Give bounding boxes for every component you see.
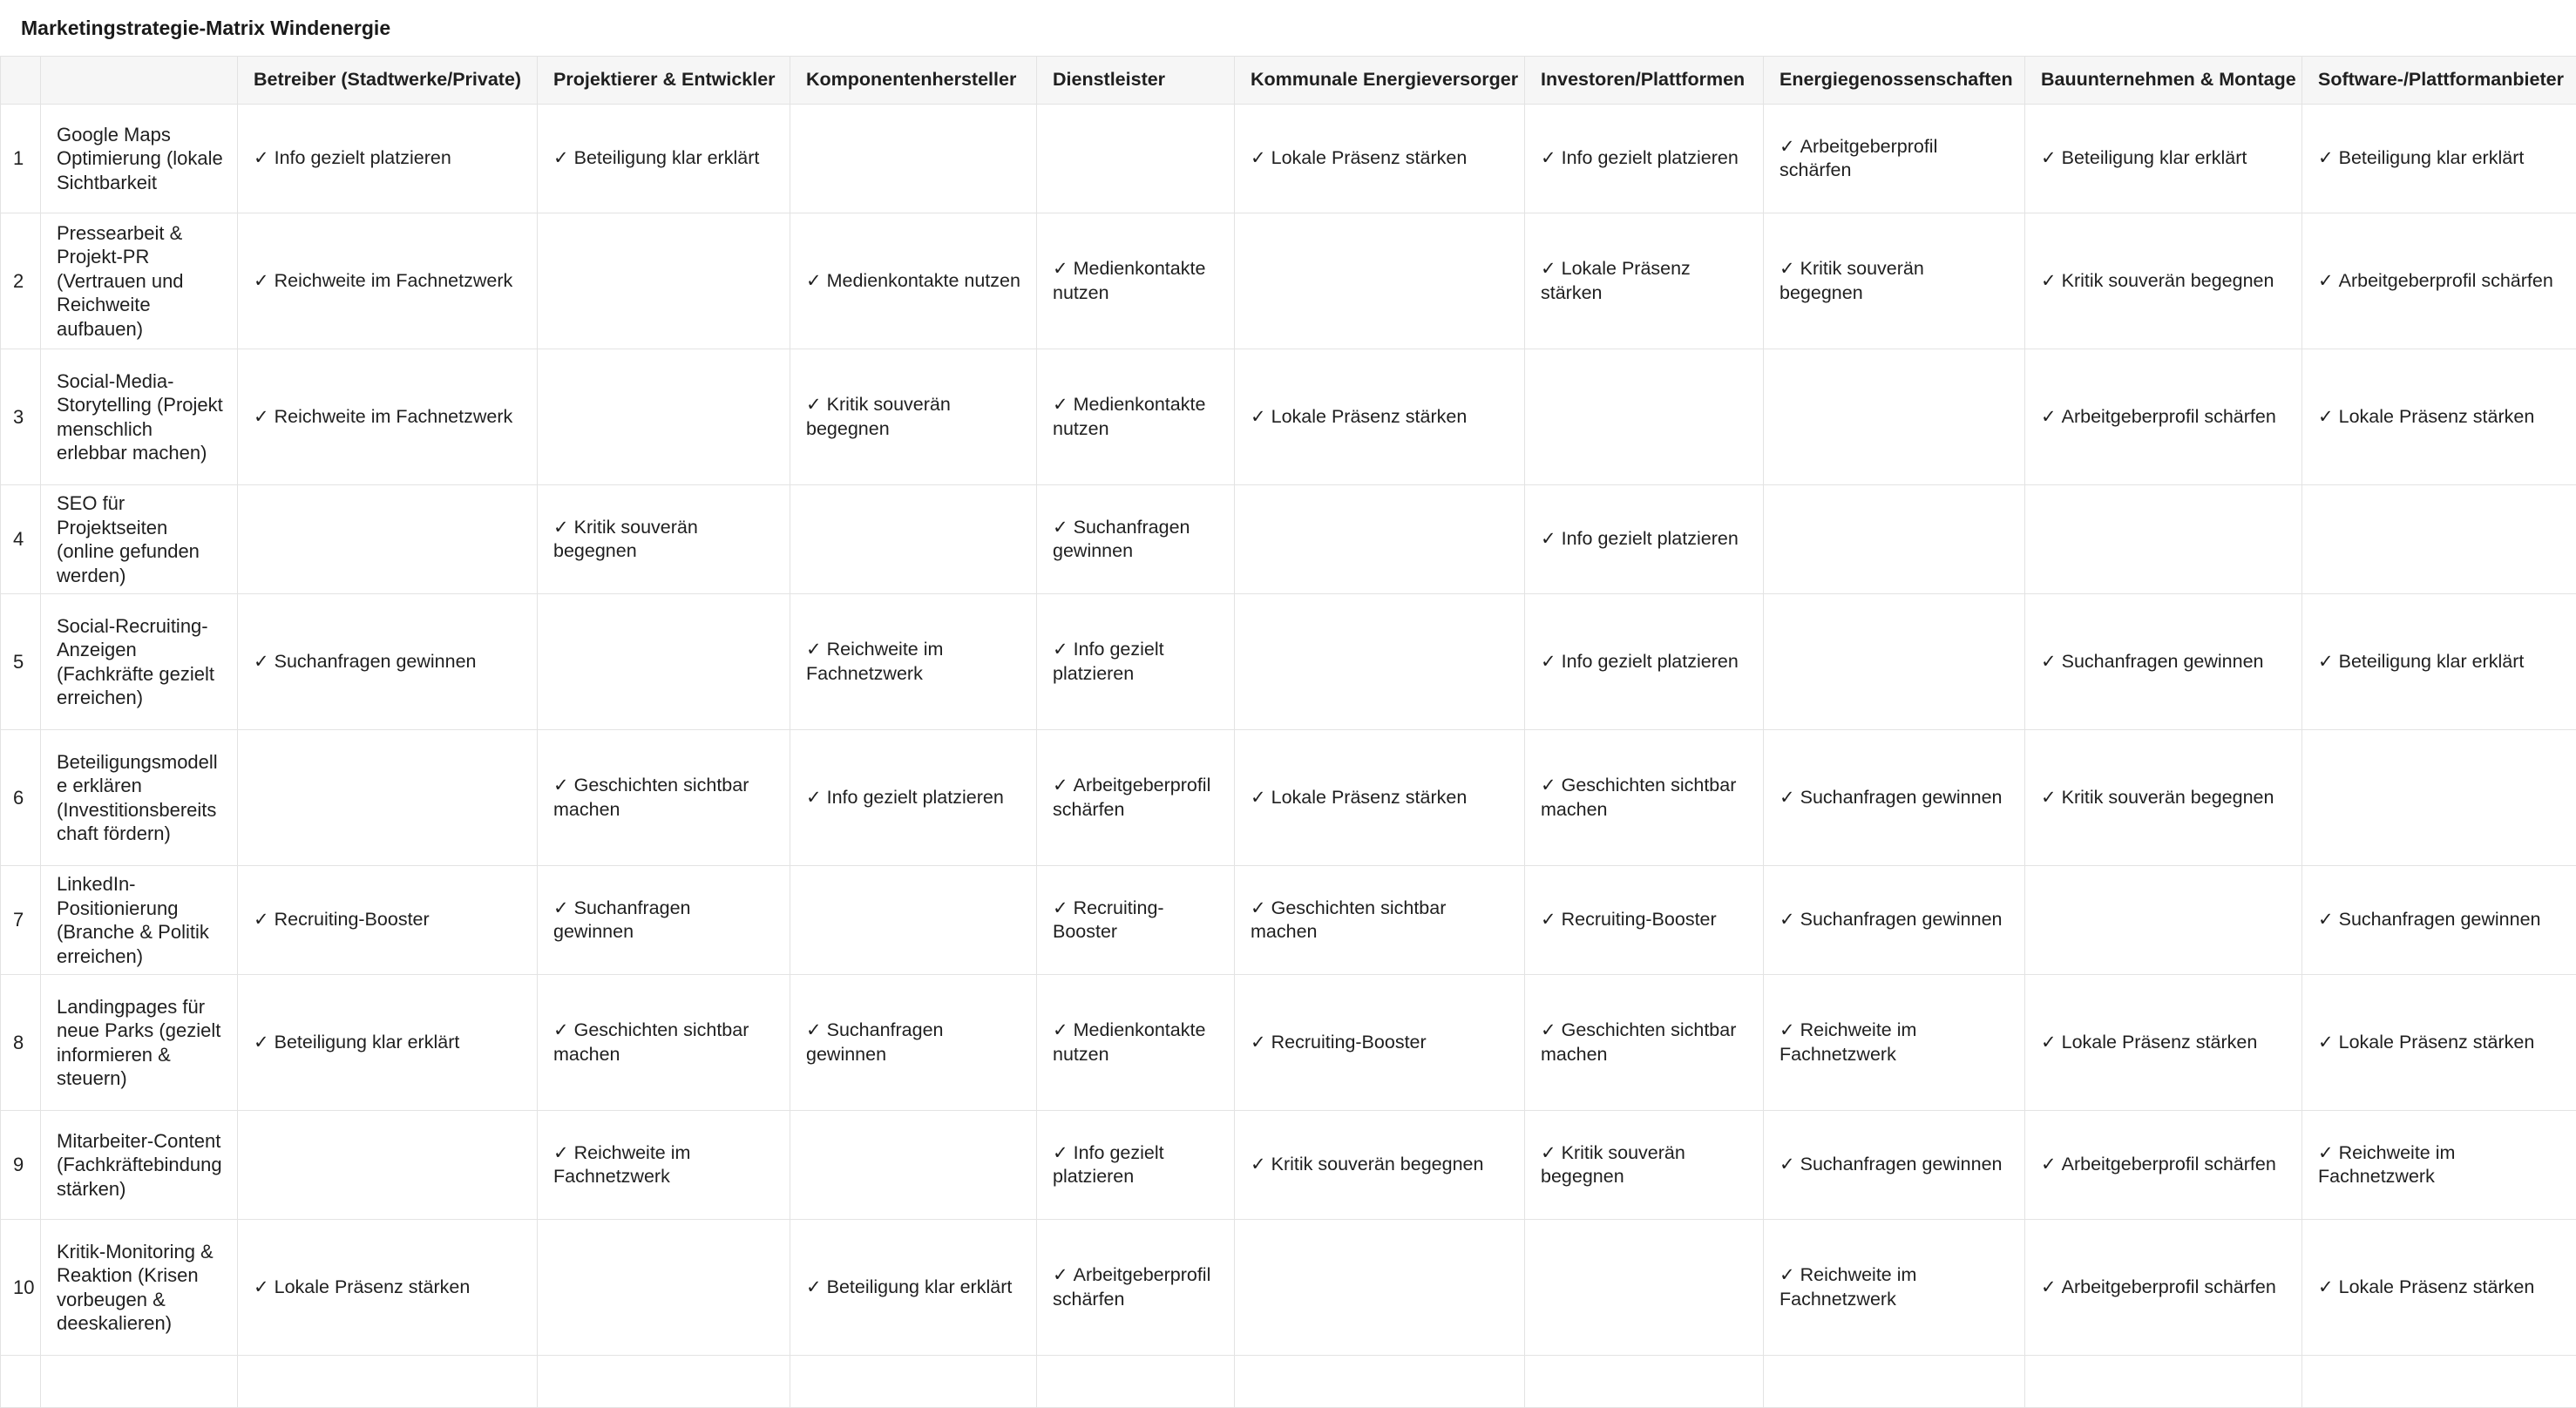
checkmark-icon: ✓ [1053,897,1068,918]
matrix-cell[interactable] [2302,975,2576,1111]
cell-text: Kritik souverän begegnen [1779,258,1924,303]
checkmark-icon: ✓ [2041,1276,2057,1297]
checkmark-icon: ✓ [1779,787,1795,808]
table-row [1,105,2576,213]
checkmark-icon: ✓ [254,270,269,291]
matrix-cell[interactable] [2302,485,2576,594]
cell-text: Beteiligung klar erklärt [827,1276,1013,1297]
column-header[interactable]: Bauunternehmen & Montage [2025,57,2302,105]
matrix-cell[interactable] [790,349,1037,485]
cell-text: Beteiligung klar erklärt [574,147,760,168]
checkmark-icon: ✓ [254,909,269,930]
matrix-cell[interactable] [238,1111,538,1220]
matrix-cell[interactable] [1235,866,1525,975]
empty-cell[interactable] [1764,1356,2025,1408]
matrix-cell[interactable] [790,594,1037,730]
empty-row [1,1356,2576,1408]
checkmark-icon: ✓ [2318,909,2334,930]
column-header[interactable]: Kommunale Energieversorger [1235,57,1525,105]
checkmark-icon: ✓ [806,270,822,291]
matrix-cell[interactable] [1235,213,1525,349]
matrix-cell[interactable] [1525,730,1764,866]
checkmark-icon: ✓ [2318,147,2334,168]
cell-text: Lokale Präsenz stärken [2339,1276,2535,1297]
corner-cell [1,57,41,105]
column-header[interactable]: Dienstleister [1037,57,1235,105]
matrix-cell[interactable] [2302,1111,2576,1220]
row-number[interactable]: 6 [1,730,41,866]
matrix-cell[interactable] [1764,1220,2025,1356]
matrix-cell[interactable] [2302,105,2576,213]
matrix-cell[interactable] [238,975,538,1111]
matrix-cell[interactable] [2302,1220,2576,1356]
cell-text: Medienkontakte nutzen [1053,258,1205,303]
cell-text: Arbeitgeberprofil schärfen [1053,1264,1210,1310]
cell-text: Info gezielt platzieren [1053,639,1164,684]
matrix-cell[interactable] [238,485,538,594]
checkmark-icon: ✓ [254,651,269,672]
column-header[interactable]: Projektierer & Entwickler [538,57,790,105]
checkmark-icon: ✓ [1541,147,1556,168]
matrix-cell[interactable] [790,1220,1037,1356]
cell-text: Lokale Präsenz stärken [1271,406,1468,427]
cell-text: Reichweite im Fachnetzwerk [2318,1142,2455,1188]
cell-text: Suchanfragen gewinnen [1053,517,1190,562]
cell-text: Suchanfragen gewinnen [806,1019,944,1065]
checkmark-icon: ✓ [254,1276,269,1297]
checkmark-icon: ✓ [2318,406,2334,427]
matrix-cell[interactable] [2025,866,2302,975]
cell-text: Kritik souverän begegnen [806,394,951,439]
table-row [1,1111,2576,1220]
cell-text: Kritik souverän begegnen [2062,270,2274,291]
checkmark-icon: ✓ [2318,1032,2334,1053]
row-number[interactable]: 2 [1,213,41,349]
checkmark-icon: ✓ [806,787,822,808]
cell-text: Recruiting-Booster [275,909,430,930]
matrix-cell[interactable] [790,730,1037,866]
row-number[interactable]: 4 [1,485,41,594]
cell-text: Beteiligung klar erklärt [2339,147,2525,168]
matrix-cell[interactable] [1525,213,1764,349]
cell-text: Suchanfragen gewinnen [275,651,477,672]
row-number[interactable]: 5 [1,594,41,730]
checkmark-icon: ✓ [2041,1032,2057,1053]
matrix-cell[interactable] [1037,975,1235,1111]
table-row [1,349,2576,485]
cell-text: Kritik souverän begegnen [553,517,698,562]
strategy-header-cell [41,57,238,105]
strategy-cell[interactable]: SEO für Projektseiten (online gefunden werden) [41,485,238,594]
matrix-cell[interactable] [2025,594,2302,730]
matrix-cell[interactable] [1235,485,1525,594]
matrix-cell[interactable] [1235,594,1525,730]
matrix-cell[interactable] [1764,485,2025,594]
cell-text: Arbeitgeberprofil schärfen [1779,136,1937,181]
cell-text: Geschichten sichtbar machen [553,775,749,820]
row-number[interactable]: 1 [1,105,41,213]
cell-text: Suchanfragen gewinnen [1800,787,2003,808]
matrix-cell[interactable] [2025,1220,2302,1356]
checkmark-icon: ✓ [1251,1032,1266,1053]
checkmark-icon: ✓ [1053,639,1068,660]
cell-text: Info gezielt platzieren [1562,528,1739,549]
checkmark-icon: ✓ [806,1019,822,1040]
strategy-cell[interactable]: Social-Media-Storytelling (Projekt menschlich erlebbar machen) [41,349,238,485]
matrix-cell[interactable] [1235,730,1525,866]
cell-text: Info gezielt platzieren [1053,1142,1164,1188]
cell-text: Lokale Präsenz stärken [2062,1032,2258,1053]
checkmark-icon: ✓ [1251,147,1266,168]
checkmark-icon: ✓ [1779,136,1795,157]
matrix-cell[interactable] [1764,213,2025,349]
row-number[interactable]: 8 [1,975,41,1111]
cell-text: Arbeitgeberprofil schärfen [2339,270,2553,291]
cell-text: Suchanfragen gewinnen [553,897,691,943]
checkmark-icon: ✓ [1541,1142,1556,1163]
matrix-cell[interactable] [1037,213,1235,349]
matrix-cell[interactable] [1037,1220,1235,1356]
matrix-cell[interactable] [238,594,538,730]
matrix-cell[interactable] [538,349,790,485]
matrix-cell[interactable] [2025,105,2302,213]
matrix-cell[interactable] [790,213,1037,349]
checkmark-icon: ✓ [2318,1276,2334,1297]
row-number[interactable]: 10 [1,1220,41,1356]
matrix-cell[interactable] [1525,975,1764,1111]
empty-cell[interactable] [1235,1356,1525,1408]
checkmark-icon: ✓ [806,394,822,415]
checkmark-icon: ✓ [1053,1019,1068,1040]
table-row [1,866,2576,975]
matrix-cell[interactable] [790,485,1037,594]
checkmark-icon: ✓ [1053,1264,1068,1285]
matrix-cell[interactable] [1235,105,1525,213]
matrix-cell[interactable] [2025,349,2302,485]
cell-text: Kritik souverän begegnen [2062,787,2274,808]
matrix-cell[interactable] [538,213,790,349]
matrix-cell[interactable] [538,975,790,1111]
empty-cell[interactable] [790,1356,1037,1408]
cell-text: Reichweite im Fachnetzwerk [806,639,943,684]
matrix-cell[interactable] [1037,1111,1235,1220]
empty-cell[interactable] [2302,1356,2576,1408]
checkmark-icon: ✓ [1053,1142,1068,1163]
column-header[interactable]: Software-/Plattformanbieter [2302,57,2576,105]
checkmark-icon: ✓ [2318,1142,2334,1163]
matrix-cell[interactable] [238,1220,538,1356]
cell-text: Info gezielt platzieren [275,147,451,168]
cell-text: Lokale Präsenz stärken [2339,406,2535,427]
matrix-cell[interactable] [1037,730,1235,866]
cell-text: Medienkontakte nutzen [827,270,1020,291]
strategy-cell[interactable]: Mitarbeiter-Content (Fachkräftebindung stärken) [41,1111,238,1220]
cell-text: Kritik souverän begegnen [1271,1154,1484,1174]
table-row [1,1220,2576,1356]
cell-text: Lokale Präsenz stärken [275,1276,471,1297]
strategy-cell[interactable]: Pressearbeit & Projekt-PR (Vertrauen und Reichweite aufbauen) [41,213,238,349]
row-number[interactable]: 3 [1,349,41,485]
matrix-cell[interactable] [538,105,790,213]
empty-cell[interactable] [538,1356,790,1408]
cell-text: Info gezielt platzieren [827,787,1004,808]
matrix-cell[interactable] [1037,485,1235,594]
matrix-cell[interactable] [538,866,790,975]
matrix-cell[interactable] [1235,1111,1525,1220]
checkmark-icon: ✓ [1251,406,1266,427]
matrix-cell[interactable] [1037,349,1235,485]
matrix-cell[interactable] [1037,105,1235,213]
matrix-cell[interactable] [1764,1111,2025,1220]
matrix-cell[interactable] [2025,485,2302,594]
cell-text: Suchanfragen gewinnen [2339,909,2541,930]
checkmark-icon: ✓ [254,1032,269,1053]
matrix-cell[interactable] [238,866,538,975]
checkmark-icon: ✓ [1251,787,1266,808]
cell-text: Medienkontakte nutzen [1053,1019,1205,1065]
cell-text: Recruiting-Booster [1562,909,1717,930]
row-number[interactable]: 9 [1,1111,41,1220]
matrix-cell[interactable] [1525,866,1764,975]
checkmark-icon: ✓ [2041,787,2057,808]
checkmark-icon: ✓ [1053,394,1068,415]
checkmark-icon: ✓ [553,517,569,538]
checkmark-icon: ✓ [553,897,569,918]
matrix-cell[interactable] [238,213,538,349]
cell-text: Geschichten sichtbar machen [1541,1019,1736,1065]
matrix-cell[interactable] [790,105,1037,213]
checkmark-icon: ✓ [1541,651,1556,672]
table-row [1,213,2576,349]
header-row [1,57,2576,105]
empty-cell[interactable] [2025,1356,2302,1408]
matrix-cell[interactable] [1037,594,1235,730]
matrix-cell[interactable] [2302,349,2576,485]
checkmark-icon: ✓ [1053,517,1068,538]
cell-text: Arbeitgeberprofil schärfen [2062,1154,2276,1174]
matrix-cell[interactable] [1764,594,2025,730]
matrix-cell[interactable] [790,975,1037,1111]
matrix-cell[interactable] [2025,730,2302,866]
cell-text: Medienkontakte nutzen [1053,394,1205,439]
column-header[interactable]: Energiegenossenschaften [1764,57,2025,105]
title-bar [0,0,2576,56]
cell-text: Beteiligung klar erklärt [2339,651,2525,672]
checkmark-icon: ✓ [1541,909,1556,930]
matrix-cell[interactable] [1525,594,1764,730]
empty-cell[interactable] [238,1356,538,1408]
matrix-cell[interactable] [538,485,790,594]
table-row [1,730,2576,866]
empty-cell[interactable] [1525,1356,1764,1408]
checkmark-icon: ✓ [1779,1154,1795,1174]
matrix-cell[interactable] [1235,1220,1525,1356]
empty-cell[interactable] [1037,1356,1235,1408]
cell-text: Beteiligung klar erklärt [2062,147,2247,168]
checkmark-icon: ✓ [806,639,822,660]
cell-text: Geschichten sichtbar machen [1251,897,1446,943]
cell-text: Suchanfragen gewinnen [2062,651,2264,672]
matrix-cell[interactable] [1764,105,2025,213]
cell-text: Arbeitgeberprofil schärfen [1053,775,1210,820]
matrix-cell[interactable] [1037,866,1235,975]
checkmark-icon: ✓ [2318,651,2334,672]
cell-text: Info gezielt platzieren [1562,651,1739,672]
checkmark-icon: ✓ [2041,651,2057,672]
checkmark-icon: ✓ [1541,258,1556,279]
matrix-cell[interactable] [2302,213,2576,349]
matrix-cell[interactable] [2025,1111,2302,1220]
matrix-cell[interactable] [1525,1220,1764,1356]
table-row [1,594,2576,730]
strategy-matrix-table [0,56,2576,1408]
table-row [1,485,2576,594]
checkmark-icon: ✓ [553,147,569,168]
cell-text: Reichweite im Fachnetzwerk [1779,1264,1916,1310]
cell-text: Arbeitgeberprofil schärfen [2062,406,2276,427]
cell-text: Geschichten sichtbar machen [1541,775,1736,820]
checkmark-icon: ✓ [2041,270,2057,291]
cell-text: Suchanfragen gewinnen [1800,1154,2003,1174]
checkmark-icon: ✓ [553,1142,569,1163]
checkmark-icon: ✓ [553,775,569,795]
cell-text: Geschichten sichtbar machen [553,1019,749,1065]
cell-text: Reichweite im Fachnetzwerk [275,406,513,427]
matrix-body [1,105,2576,1408]
cell-text: Reichweite im Fachnetzwerk [1779,1019,1916,1065]
checkmark-icon: ✓ [2041,406,2057,427]
cell-text: Lokale Präsenz stärken [1271,147,1468,168]
checkmark-icon: ✓ [1251,1154,1266,1174]
strategy-cell[interactable]: Kritik-Monitoring & Reaktion (Krisen vorbeugen & deeskalieren) [41,1220,238,1356]
checkmark-icon: ✓ [1053,775,1068,795]
cell-text: Beteiligung klar erklärt [275,1032,460,1053]
checkmark-icon: ✓ [1251,897,1266,918]
sheet-title: Marketingstrategie-Matrix Windenergie [21,17,390,40]
empty-cell[interactable] [41,1356,238,1408]
checkmark-icon: ✓ [1053,258,1068,279]
checkmark-icon: ✓ [553,1019,569,1040]
matrix-cell[interactable] [790,866,1037,975]
cell-text: Lokale Präsenz stärken [1541,258,1691,303]
cell-text: Reichweite im Fachnetzwerk [275,270,513,291]
cell-text: Info gezielt platzieren [1562,147,1739,168]
matrix-cell[interactable] [790,1111,1037,1220]
checkmark-icon: ✓ [254,147,269,168]
matrix-cell[interactable] [2302,866,2576,975]
table-row [1,975,2576,1111]
matrix-cell[interactable] [2025,975,2302,1111]
checkmark-icon: ✓ [1779,1019,1795,1040]
strategy-cell[interactable]: Google Maps Optimierung (lokale Sichtbarkeit [41,105,238,213]
checkmark-icon: ✓ [2041,1154,2057,1174]
matrix-cell[interactable] [238,105,538,213]
cell-text: Lokale Präsenz stärken [1271,787,1468,808]
matrix-cell[interactable] [1235,975,1525,1111]
matrix-cell[interactable] [2302,594,2576,730]
column-header[interactable]: Komponentenhersteller [790,57,1037,105]
cell-text: Kritik souverän begegnen [1541,1142,1685,1188]
checkmark-icon: ✓ [806,1276,822,1297]
matrix-cell[interactable] [538,1111,790,1220]
cell-text: Suchanfragen gewinnen [1800,909,2003,930]
matrix-cell[interactable] [1525,105,1764,213]
matrix-cell[interactable] [238,730,538,866]
matrix-cell[interactable] [1525,485,1764,594]
matrix-cell[interactable] [538,1220,790,1356]
strategy-cell[interactable]: Social-Recruiting-Anzeigen (Fachkräfte gezielt erreichen) [41,594,238,730]
checkmark-icon: ✓ [2318,270,2334,291]
matrix-cell[interactable] [238,349,538,485]
matrix-cell[interactable] [1764,975,2025,1111]
checkmark-icon: ✓ [1541,775,1556,795]
checkmark-icon: ✓ [1779,1264,1795,1285]
matrix-cell[interactable] [1764,730,2025,866]
checkmark-icon: ✓ [1541,1019,1556,1040]
strategy-cell[interactable]: Beteiligungsmodelle erklären (Investitionsbereitschaft fördern) [41,730,238,866]
matrix-cell[interactable] [1235,349,1525,485]
strategy-cell[interactable]: Landingpages für neue Parks (gezielt informieren & steuern) [41,975,238,1111]
row-number[interactable]: 7 [1,866,41,975]
checkmark-icon: ✓ [1779,258,1795,279]
cell-text: Reichweite im Fachnetzwerk [553,1142,690,1188]
checkmark-icon: ✓ [254,406,269,427]
cell-text: Recruiting-Booster [1053,897,1164,943]
matrix-cell[interactable] [2025,213,2302,349]
column-header[interactable]: Investoren/Plattformen [1525,57,1764,105]
cell-text: Arbeitgeberprofil schärfen [2062,1276,2276,1297]
matrix-cell[interactable] [1525,349,1764,485]
checkmark-icon: ✓ [1779,909,1795,930]
empty-cell[interactable] [1,1356,41,1408]
cell-text: Lokale Präsenz stärken [2339,1032,2535,1053]
matrix-cell[interactable] [1764,349,2025,485]
column-header[interactable]: Betreiber (Stadtwerke/Private) [238,57,538,105]
checkmark-icon: ✓ [1541,528,1556,549]
checkmark-icon: ✓ [2041,147,2057,168]
matrix-cell[interactable] [1764,866,2025,975]
matrix-cell[interactable] [538,594,790,730]
cell-text: Recruiting-Booster [1271,1032,1427,1053]
strategy-cell[interactable]: LinkedIn-Positionierung (Branche & Politik erreichen) [41,866,238,975]
matrix-cell[interactable] [2302,730,2576,866]
matrix-cell[interactable] [538,730,790,866]
matrix-cell[interactable] [1525,1111,1764,1220]
